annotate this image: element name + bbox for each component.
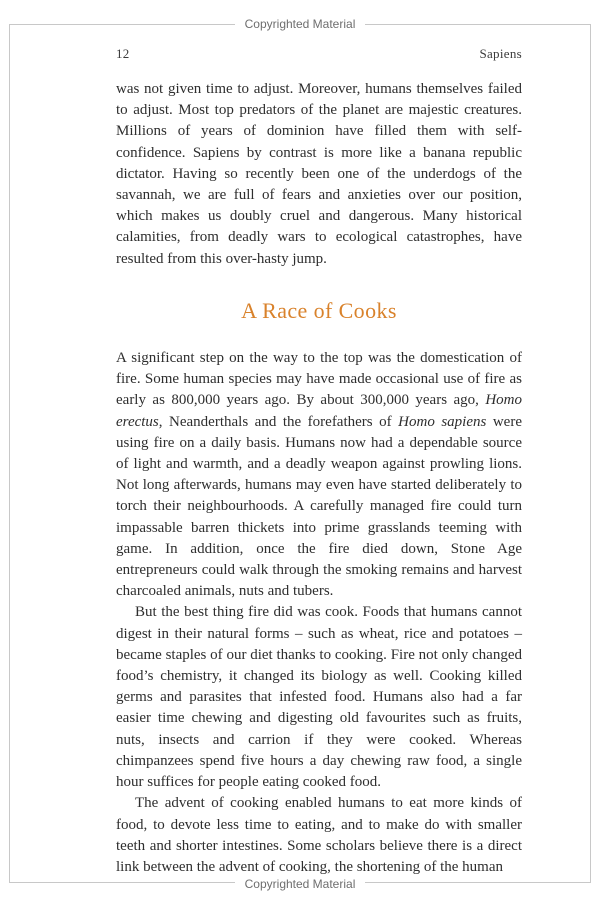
page-header bbox=[116, 46, 522, 62]
body-paragraph bbox=[116, 348, 522, 602]
body-text: But the best thing fire did was cook. Foods that humans cannot digest in their natural forms – such as wheat, rice and potatoes – became staples of our diet thanks to cooking. Fire not only changed food’s chemistry, it changed its biology as well. Cooking killed germs and parasites that infested food. Humans also had a far easier time chewing and digesting old favourites such as fruits, nuts, insects and carrion if they were cooked. Whereas chimpanzees spend five hours a day chewing raw food, a single hour suffices for people eating cooked food. bbox=[116, 604, 522, 791]
italic-text: Homo erectus bbox=[116, 392, 522, 430]
section-heading: A Race of Cooks bbox=[241, 297, 397, 323]
watermark-bottom-text: Copyrighted Material bbox=[235, 877, 366, 891]
book-title: Sapiens bbox=[479, 46, 522, 61]
body-text: was not given time to adjust. Moreover, humans themselves failed to adjust. Most top predators of the planet are majestic creatures. Millions of years of dominion have filled them with self-confidence. Sapiens by contrast is more like a banana republic dictator. Having so recently been one of the underdogs of the savannah, we are full of fears and anxieties over our position, which makes us doubly cruel and dangerous. Many historical calamities, from deadly wars to ecological catastrophes, have resulted from this over-hasty jump. bbox=[116, 81, 522, 267]
body-text: , Neanderthals and the forefathers of bbox=[158, 413, 399, 430]
body-text: were using fire on a daily basis. Humans now had a dependable source of light and warmth, and a deadly weapon against prowling lions. Not long afterwards, humans may even have started deliberately to torch their neighbourhoods. A carefully managed fire could turn impassable barren thickets into prime grasslands teeming with game. In addition, once the fire died down, Stone Age entrepreneurs could walk through the smoking remains and harvest charcoaled animals, nuts and tubers. bbox=[116, 413, 522, 600]
body-paragraph bbox=[116, 793, 522, 878]
body-paragraph bbox=[116, 602, 522, 793]
page-number: 12 bbox=[116, 46, 130, 61]
watermark-top bbox=[0, 17, 600, 31]
body-text: A significant step on the way to the top was the domestication of fire. Some human species may have made occasional use of fire as early as 800,000 years ago. By about 300,000 years ago, bbox=[116, 350, 522, 409]
italic-text: Homo sapiens bbox=[398, 413, 487, 430]
watermark-bottom bbox=[0, 877, 600, 891]
watermark-top-text: Copyrighted Material bbox=[235, 17, 366, 31]
body-text: The advent of cooking enabled humans to eat more kinds of food, to devote less time to eating, and to make do with smaller teeth and shorter intestines. Some scholars believe there is a direct link between the advent of cooking, the shortening of the human bbox=[116, 795, 522, 875]
body-paragraph bbox=[116, 79, 522, 270]
body-paragraphs bbox=[116, 79, 522, 878]
page-content bbox=[116, 46, 522, 878]
